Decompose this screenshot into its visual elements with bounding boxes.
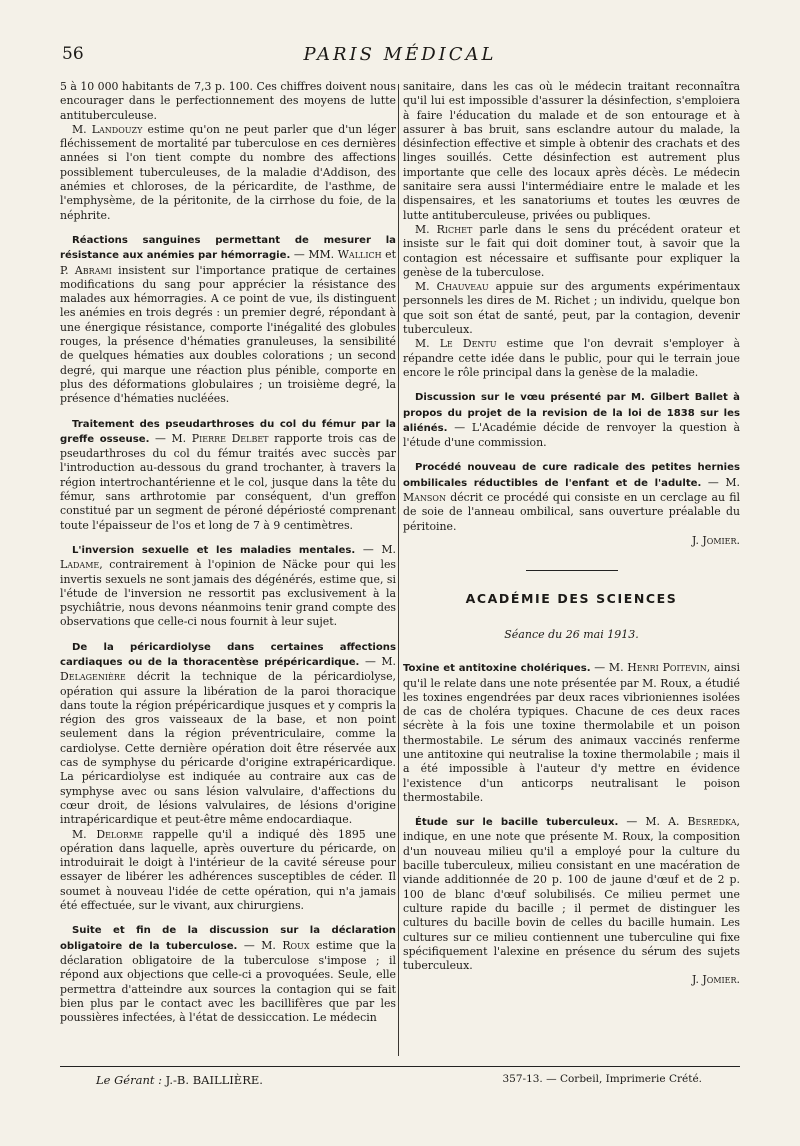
section-text: , ainsi qu'il le relate dans une note présentée par M. Roux, a étudié les toxines engendrées par deux races vibrioniennes isolées de cas de choléra typiques. Chacune de ces deux races sécrète à la fois une toxine thermolabile et un poison thermostabile. Le sérum des animaux vaccinés renferme une antitoxine qui neutralise la toxine thermolabile ; mais il a été impossible à l'auteur d'y mettre en évidence l'existence d'un anticorps neutralisant le poison thermostabile. <box>403 661 741 804</box>
section-inversion-sexuelle <box>60 543 396 630</box>
column-divider <box>398 84 399 1056</box>
paragraph <box>403 337 740 380</box>
section-text: estime que la déclaration obligatoire de la tuberculose s'impose ; il répond aux objections que celle-ci a provoquées. Seule, elle permettra d'atteindre aux sources la contagion qui se fait bien plus par le contact avec les bacillifères que par les poussières infectées, à l'état de dessiccation. Le médecin <box>60 938 396 1025</box>
author-name: M. Richet <box>415 222 473 236</box>
dash: — M. <box>149 431 192 445</box>
dash: — M. <box>237 938 283 952</box>
section-heading: Procédé nouveau de cure radicale des petites hernies ombilicales réductibles de l'enfant et de l'adulte. <box>403 462 740 489</box>
signature: J. Jomier. <box>691 973 740 987</box>
section-text: — L'Académie décide de renvoyer la question à l'étude d'une commission. <box>403 420 740 450</box>
academy-heading: ACADÉMIE DES SCIENCES <box>465 591 678 607</box>
dash: — M. <box>701 475 741 489</box>
section-text: , contrairement à l'opinion de Näcke pour qui les invertis sexuels ne sont jamais des dégénérés, estime que, si l'étude de l'inversion ne ressortit pas exclusivement à la psychiâtrie, nous devons néanmoins tenir grand compte des observations que celle-ci nous fournit à leur sujet. <box>60 558 396 629</box>
paragraph: sanitaire, dans les cas où le médecin traitant reconnaîtra qu'il lui est impossible d'assurer la désinfection, s'emploiera à faire l'éducation du malade et de son entourage et à assurer à bas bruit, sans esclandre autour du malade, la désinfection effective et simple à obtenir des crachats et des linges souillés. Cette désinfection est autrement plus importante que celle des locaux après décès. Le médecin sanitaire sera aussi l'intermédiaire entre le malade et les dispensaires, et les sanatoriums et toutes les œuvres de lutte antituberculeuse, privées ou publiques. <box>403 80 740 222</box>
section-heading: Traitement des pseudarthroses du col du fémur par la greffe osseuse. <box>60 418 396 445</box>
page-number: 56 <box>62 44 84 64</box>
author-name: Wallich <box>337 248 382 262</box>
section-heading: Suite et fin de la discussion sur la déclaration obligatoire de la tuberculose. <box>60 925 396 952</box>
journal-title: PARIS MÉDICAL <box>303 44 497 65</box>
paragraph <box>60 123 396 223</box>
section-heading: De la péricardiolyse dans certaines affections cardiaques ou de la thoracentèse prépéricardique. <box>60 641 396 668</box>
signature: J. Jomier. <box>691 533 740 547</box>
footer-printer: 357-13. — Corbeil, Imprimerie Crété. <box>502 1073 702 1085</box>
section-heading: Réactions sanguines permettant de mesurer la résistance aux anémies par hémorragie. <box>60 234 396 262</box>
session-date: Séance du 26 mai 1913. <box>504 628 639 642</box>
section-text: décrit la technique de la péricardiolyse, opération qui assure la libération de la paroi thoracique dans toute la région prépéricardique jusques et y compris la région des gros vaisseaux de la base, et non point seulement dans la région préventriculaire, comme la cardiolyse. Cette dernière opération doit être réservée aux cas de symphyse du péricarde d'origine extrapéricardique. La péricardiolyse est indiquée au contraire aux cas de symphyse avec ou sans lésion valvulaire, d'affections du cœur droit, de lésions valvulaires, de lésions d'origine intrapéricardique et peut-être même endocardiaque. <box>60 670 396 827</box>
section-heading: L'inversion sexuelle et les maladies mentales. <box>72 544 356 556</box>
paragraph-text: appuie sur des arguments expérimentaux personnels les dires de M. Richet ; un individu, quelque bon que soit son état de santé, peut, par la contagion, devenir tuberculeux. <box>403 280 740 337</box>
author-name: M. Chauveau <box>415 280 489 294</box>
right-column <box>403 80 740 988</box>
paragraph-text: estime qu'on ne peut parler que d'un léger fléchissement de mortalité par tuberculose en ces dernières années si l'on tient compte du nombre des affections possiblement tuberculeuses, de la maladie d'Addison, des anémies et chloroses, de la péricardite, de l'asthme, de l'emphysème, de la péritonite, de la cirrhose du foie, de la néphrite. <box>60 122 396 222</box>
section-text: insistent sur l'importance pratique de certaines modifications du sang pour apprécier la résistance des malades aux hémorragies. A ce point de vue, ils distinguent les anémies en trois degrés : un premier degré, répondant à une énergique résistance, comporte l'inégalité des globules rouges, la présence d'hématies granuleuses, la sensibilité de quelques hématies aux doubles colorations ; un second degré, qui marque une réaction plus pénible, comporte en plus des déformations globulaires ; un troisième degré, la présence d'hématies nucléées. <box>60 263 396 406</box>
paragraph <box>60 828 396 914</box>
author-name: M. Delorme <box>72 827 143 841</box>
paragraph-text: estime que l'on devrait s'employer à répandre cette idée dans le public, pour qui le terrain joue encore le rôle principal dans la genèse de la maladie. <box>403 337 740 379</box>
section-hernies-ombilicales <box>403 460 740 533</box>
conjunction: et P. <box>60 248 396 277</box>
author-name: M. Le Dentu <box>415 337 497 351</box>
paragraph <box>403 280 740 337</box>
dash: — M. <box>355 542 396 556</box>
section-voeu-ballet <box>403 390 740 450</box>
author-name: M. Landouzy <box>72 122 143 136</box>
left-column <box>60 80 396 1025</box>
section-pericardiolyse <box>60 640 396 828</box>
section-toxine <box>403 661 740 805</box>
dash: — MM. <box>290 248 338 262</box>
section-bacille-tuberculeux <box>403 815 740 973</box>
author-name: Besredka <box>687 815 737 829</box>
footer-rule <box>60 1066 740 1067</box>
author-name: Roux <box>282 938 310 952</box>
section-text: , indique, en une note que présente M. Roux, la composition d'un nouveau milieu qu'il a employé pour la culture du bacille tuberculeux, milieu consistant en une macération de viande additionnée de 20 p. 100 de jaune d'œuf et de 2 p. 100 de blanc d'œuf solubilisés. Ce milieu permet une culture rapide du bacille ; il permet de distinguer les cultures du bacille bovin de celles du bacille humain. Les cultures sur ce milieu contiennent une tuberculine qui fixe spécifiquement l'alexine en présence du sérum des sujets tuberculeux. <box>403 815 740 973</box>
section-text: rapporte trois cas de pseudarthroses du col du fémur traités avec succès par l'introduction au-dessous du grand trochanter, à travers la région intertrochantérienne et le col, jusque dans la tête du fémur, sans arthrotomie par conséquent, d'un greffon constitué par un segment de péroné dépériosté comprenant toute l'épaisseur de l'os et long de 7 à 9 centimètres. <box>60 431 396 532</box>
author-name: Ladame <box>60 558 100 572</box>
author-name: Delagenière <box>60 670 126 684</box>
section-divider <box>526 570 618 571</box>
gerant-label: Le Gérant : <box>96 1073 163 1087</box>
author-name: Pierre Delbet <box>191 431 269 445</box>
paragraph-text: parle dans le sens du précédent orateur et insiste sur le fait qui doit dominer tout, à savoir que la contagion est nécessaire et suffisante pour expliquer la genèse de la tuberculose. <box>403 222 740 279</box>
dash: — M. A. <box>618 815 688 829</box>
section-text: décrit ce procédé qui consiste en un cerclage au fil de soie de l'anneau ombilical, sans ouverture préalable du péritoine. <box>403 491 740 533</box>
paragraph <box>403 223 740 280</box>
section-reactions-sanguines <box>60 233 396 407</box>
section-pseudarthroses <box>60 417 396 533</box>
paragraph: 5 à 10 000 habitants de 7,3 p. 100. Ces chiffres doivent nous encourager dans le perfectionnement des moyens de lutte antituberculeuse. <box>60 80 396 122</box>
section-declaration-tuberculose <box>60 923 396 1025</box>
footer-gerant <box>96 1073 263 1087</box>
gerant-name: J.-B. BAILLIÈRE. <box>162 1073 263 1087</box>
author-name: Manson <box>403 491 446 505</box>
dash: — M. <box>359 654 396 668</box>
paragraph-text: rappelle qu'il a indiqué dès 1895 une opération dans laquelle, après ouverture du péricarde, on introduirait le doigt à l'intérieur de la cavité séreuse pour essayer de libérer les adhérences susceptibles de céder. Il soumet à nouveau l'idée de cette opération, qui n'a jamais été effectuée, sur le vivant, aux chirurgiens. <box>60 827 396 913</box>
dash: — M. <box>590 661 628 675</box>
author-name: Henri Poitevin <box>627 661 707 675</box>
section-heading: Étude sur le bacille tuberculeux. <box>415 817 619 829</box>
author-name: Abrami <box>74 263 112 277</box>
section-heading: Discussion sur le vœu présenté par M. Gilbert Ballet à propos du projet de la revision de la loi de 1838 sur les aliénés. <box>403 392 740 434</box>
section-heading: Toxine et antitoxine cholériques. <box>403 663 591 675</box>
